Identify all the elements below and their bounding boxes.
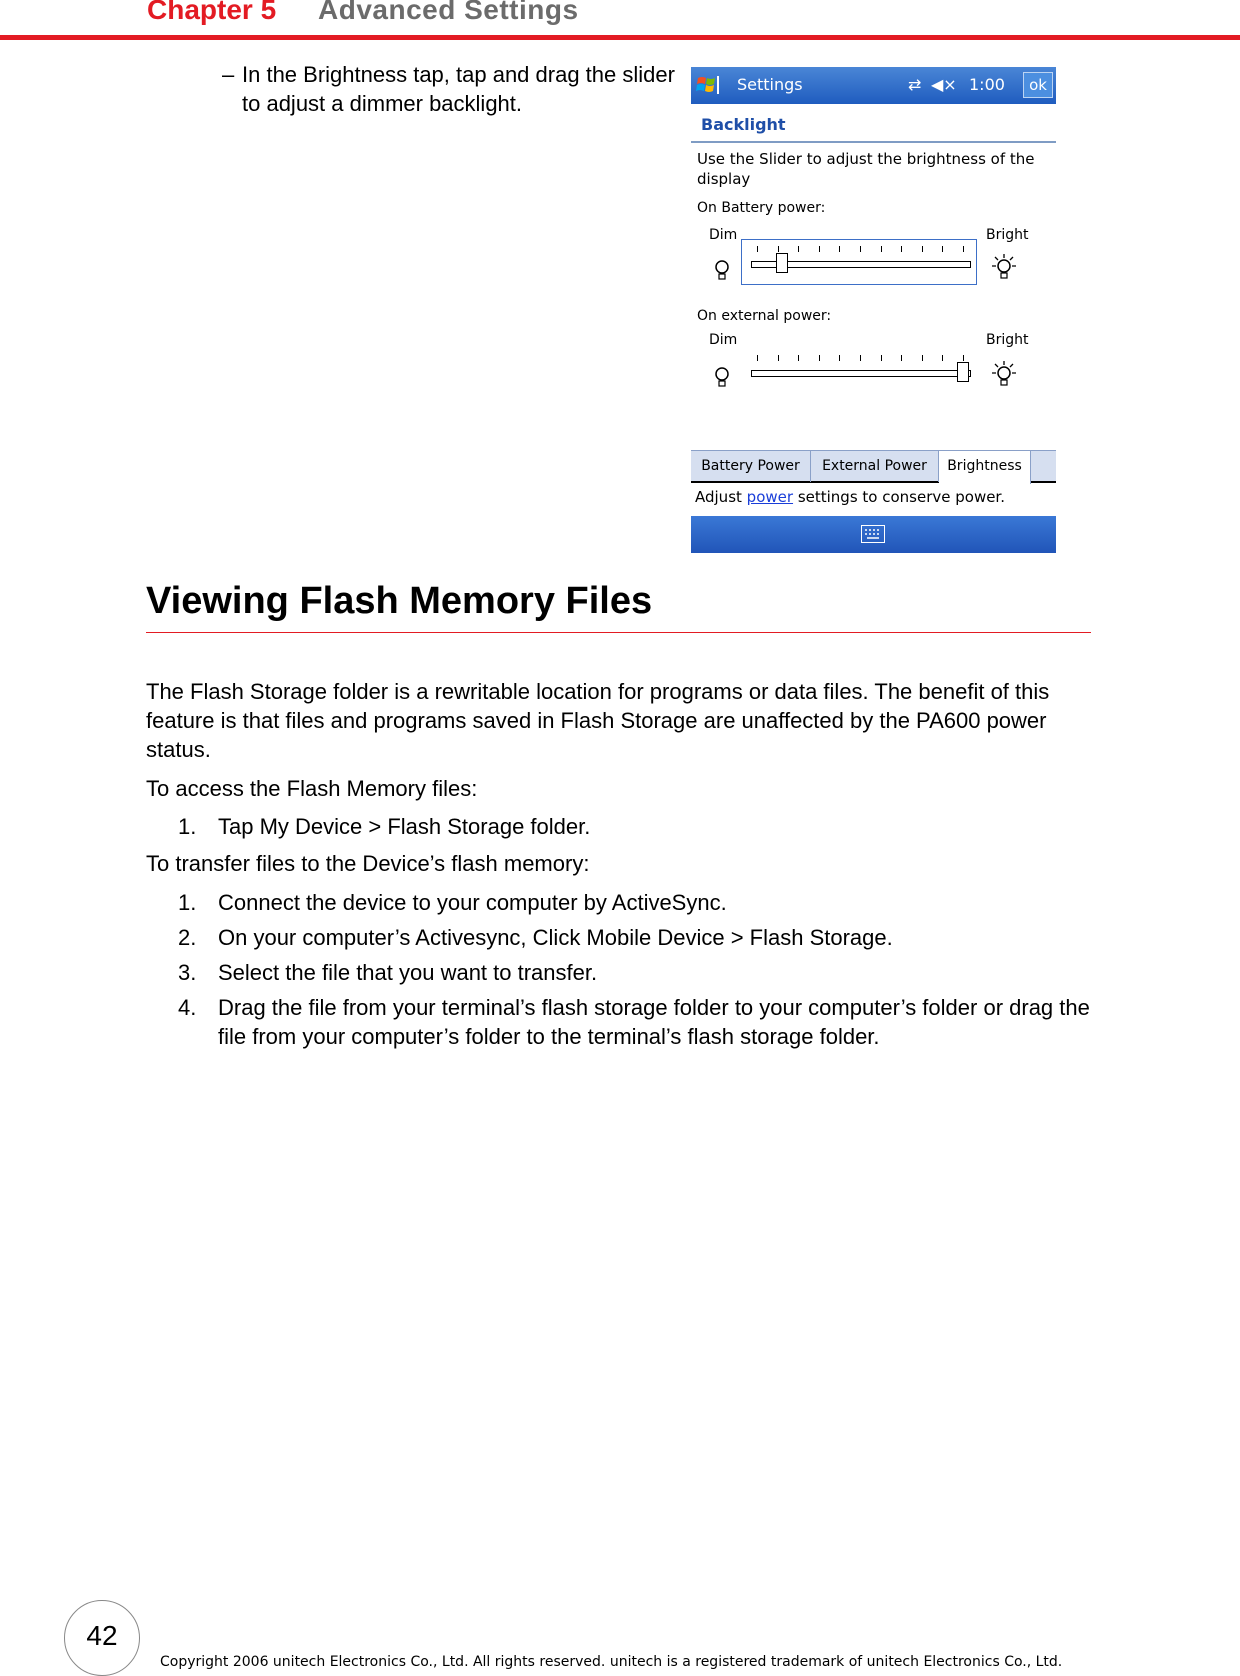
copyright-notice: Copyright 2006 unitech Electronics Co., Ltd. All rights reserved. unitech is a registered trademark of unitech Electronics Co., Ltd.: [160, 1654, 1063, 1670]
slider-tick: [839, 246, 840, 252]
bright-bulb-icon: [989, 252, 1019, 284]
slider-tick: [901, 355, 902, 361]
tab-battery-power[interactable]: Battery Power: [691, 451, 811, 482]
page-number: 42: [86, 1620, 118, 1651]
slider-tick: [942, 355, 943, 361]
bright-bulb-icon: [989, 359, 1019, 391]
list-text: Drag the file from your terminal’s flash storage folder to your computer’s folder or drag the file from your computer’s folder to the terminal’s flash storage folder.: [218, 995, 1090, 1049]
slider-tick: [963, 355, 964, 361]
slider-tick: [901, 246, 902, 252]
external-power-slider[interactable]: [751, 352, 971, 392]
external-dim-label: Dim: [709, 332, 738, 348]
list-number: 2.: [178, 925, 197, 950]
device-time[interactable]: 1:00: [969, 75, 1005, 94]
chapter-title: Advanced Settings: [318, 0, 579, 25]
slider-tick: [819, 246, 820, 252]
slider-tick: [798, 355, 799, 361]
external-slider-track[interactable]: [751, 370, 971, 377]
slider-tick: [757, 246, 758, 252]
intro-dash: –: [222, 62, 235, 87]
device-title: Settings: [737, 75, 803, 94]
slider-tick: [839, 355, 840, 361]
slider-tick: [942, 246, 943, 252]
list-number: 1.: [178, 814, 197, 839]
external-power-label: On external power:: [697, 308, 832, 324]
list-text: Tap My Device > Flash Storage folder.: [218, 814, 591, 839]
slider-tick: [757, 355, 758, 361]
slider-tick: [778, 246, 779, 252]
hint-suffix: settings to conserve power.: [793, 488, 1005, 506]
external-slider-thumb[interactable]: [957, 362, 969, 382]
slider-tick: [881, 246, 882, 252]
hint-prefix: Adjust: [695, 488, 747, 506]
list-number: 1.: [178, 890, 197, 915]
device-title-bar: [691, 67, 1056, 104]
keyboard-icon[interactable]: [861, 525, 885, 543]
dim-bulb-icon: [711, 257, 733, 283]
list-item: [178, 888, 1098, 917]
slider-tick: [860, 355, 861, 361]
slider-tick: [798, 246, 799, 252]
heading-rule: [691, 141, 1056, 143]
tab-external-power[interactable]: External Power: [811, 451, 939, 482]
sync-icon[interactable]: ⇄: [908, 75, 922, 94]
battery-power-label: On Battery power:: [697, 200, 826, 216]
slider-tick: [963, 246, 964, 252]
section-title: Viewing Flash Memory Files: [146, 580, 653, 622]
backlight-heading: Backlight: [701, 115, 786, 134]
volume-icon[interactable]: ◀×: [931, 75, 957, 94]
list-item: [178, 812, 1098, 841]
list-text: Connect the device to your computer by ActiveSync.: [218, 890, 727, 915]
slider-tick: [922, 355, 923, 361]
device-screenshot: [691, 67, 1056, 553]
tab-bar: [691, 450, 1056, 483]
slider-tick: [819, 355, 820, 361]
list-text: On your computer’s Activesync, Click Mobile Device > Flash Storage.: [218, 925, 893, 950]
power-settings-hint: [695, 488, 1005, 506]
list-number: 4.: [178, 995, 197, 1020]
intro-text: In the Brightness tap, tap and drag the slider to adjust a dimmer backlight.: [242, 62, 675, 116]
list-text: Select the file that you want to transfer.: [218, 960, 598, 985]
battery-slider-thumb[interactable]: [776, 253, 788, 273]
battery-power-slider[interactable]: [751, 243, 971, 283]
header-rule: [0, 35, 1240, 40]
section-paragraph: The Flash Storage folder is a rewritable location for programs or data files. The benefit of this feature is that files and programs saved in Flash Storage are unaffected by the PA600 power status.: [146, 679, 1050, 762]
ok-button[interactable]: ok: [1023, 72, 1053, 98]
external-bright-label: Bright: [986, 332, 1029, 348]
chapter-label: Chapter 5: [147, 0, 277, 25]
power-link[interactable]: power: [746, 488, 794, 506]
list-number: 3.: [178, 960, 197, 985]
dim-bulb-icon: [711, 364, 733, 390]
backlight-description: Use the Slider to adjust the brightness of the display: [697, 150, 1035, 188]
battery-dim-label: Dim: [709, 227, 738, 243]
list-item: [178, 958, 1098, 987]
device-menu-bar: [691, 516, 1056, 553]
windows-start-icon[interactable]: [695, 73, 721, 97]
slider-tick: [778, 355, 779, 361]
battery-bright-label: Bright: [986, 227, 1029, 243]
list-item: [178, 923, 1098, 952]
transfer-intro: To transfer files to the Device’s flash memory:: [146, 851, 590, 876]
slider-tick: [860, 246, 861, 252]
access-intro: To access the Flash Memory files:: [146, 776, 478, 801]
list-item: [178, 993, 1098, 1051]
section-rule: [146, 632, 1091, 633]
slider-tick: [881, 355, 882, 361]
tab-brightness[interactable]: Brightness: [939, 451, 1031, 484]
slider-tick: [922, 246, 923, 252]
intro-note: [222, 60, 682, 118]
